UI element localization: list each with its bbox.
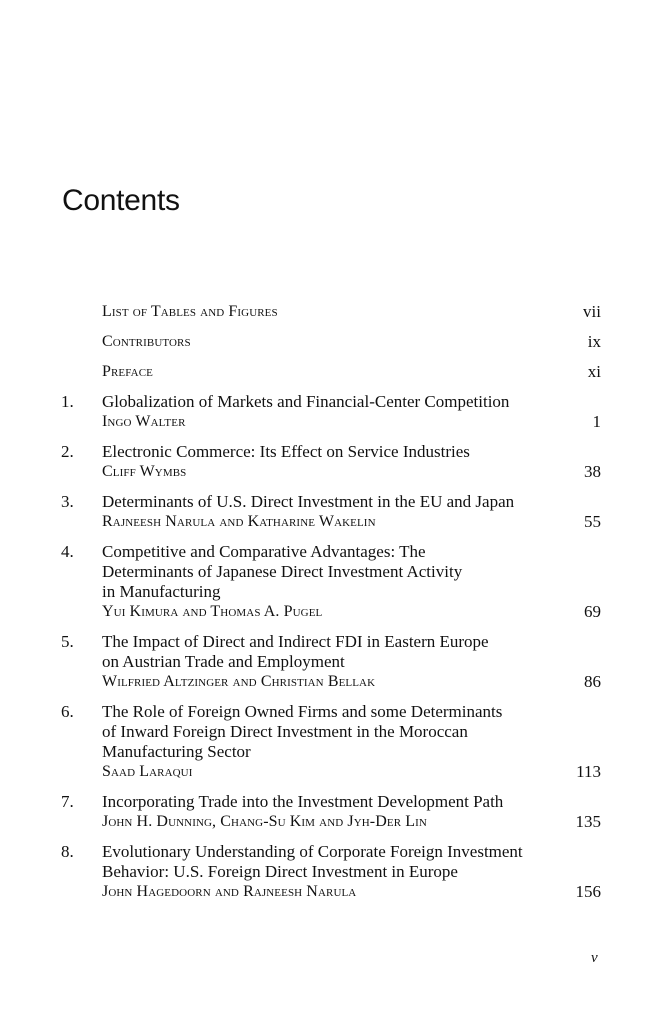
page-number: ix: [587, 332, 601, 351]
chapter-authors: Saad Laraqui: [102, 763, 193, 780]
page-number: 86: [584, 672, 601, 691]
chapter-title-line: on Austrian Trade and Employment: [102, 652, 345, 671]
chapter-authors: John Hagedoorn and Rajneesh Narula: [102, 883, 357, 900]
page-number: xi: [587, 362, 601, 381]
chapter-title-line: of Inward Foreign Direct Investment in the Moroccan: [102, 722, 468, 741]
folio-page-number: v: [591, 950, 598, 966]
chapter-title-line: in Manufacturing: [102, 582, 221, 601]
chapter-number: 6.: [61, 702, 74, 721]
chapter-authors: Cliff Wymbs: [102, 463, 187, 480]
chapter-authors: Ingo Walter: [102, 413, 186, 430]
chapter-title-line: Behavior: U.S. Foreign Direct Investment in Europe: [102, 862, 458, 881]
chapter-number: 8.: [61, 842, 74, 861]
chapter-number: 7.: [61, 792, 74, 811]
chapter-title-line: Determinants of U.S. Direct Investment in the EU and Japan: [102, 492, 515, 511]
chapter-number: 1.: [61, 392, 74, 411]
chapter-title-line: Globalization of Markets and Financial-Center Competition: [102, 392, 510, 411]
page-number: 113: [576, 762, 601, 781]
chapter-title-line: Evolutionary Understanding of Corporate Foreign Investment: [102, 842, 523, 861]
chapter-title-line: The Impact of Direct and Indirect FDI in Eastern Europe: [102, 632, 489, 651]
chapter-title-line: Electronic Commerce: Its Effect on Service Industries: [102, 442, 470, 461]
page-number: vii: [583, 302, 601, 321]
entry-label: Preface: [102, 363, 153, 380]
chapter-number: 5.: [61, 632, 74, 651]
entry-label: Contributors: [102, 333, 191, 350]
chapter-authors: Yui Kimura and Thomas A. Pugel: [102, 603, 323, 620]
page-number: 156: [575, 882, 601, 901]
page-number: 1: [592, 412, 601, 431]
chapter-authors: John H. Dunning, Chang-Su Kim and Jyh-Der Lin: [102, 813, 427, 830]
page-number: 55: [584, 512, 601, 531]
page-number: 69: [584, 602, 601, 621]
chapter-number: 2.: [61, 442, 74, 461]
chapter-title-line: Manufacturing Sector: [102, 742, 251, 761]
entry-label: List of Tables and Figures: [102, 303, 278, 320]
page-number: 38: [584, 462, 601, 481]
chapter-title-line: Competitive and Comparative Advantages: The: [102, 542, 426, 561]
chapter-number: 3.: [61, 492, 74, 511]
chapter-title-line: The Role of Foreign Owned Firms and some Determinants: [102, 702, 503, 721]
chapter-authors: Wilfried Altzinger and Christian Bellak: [102, 673, 376, 690]
page-number: 135: [575, 812, 601, 831]
chapter-title-line: Incorporating Trade into the Investment Development Path: [102, 792, 504, 811]
chapter-title-line: Determinants of Japanese Direct Investment Activity: [102, 562, 463, 581]
chapter-number: 4.: [61, 542, 74, 561]
chapter-authors: Rajneesh Narula and Katharine Wakelin: [102, 513, 376, 530]
page-title: Contents: [62, 184, 180, 217]
